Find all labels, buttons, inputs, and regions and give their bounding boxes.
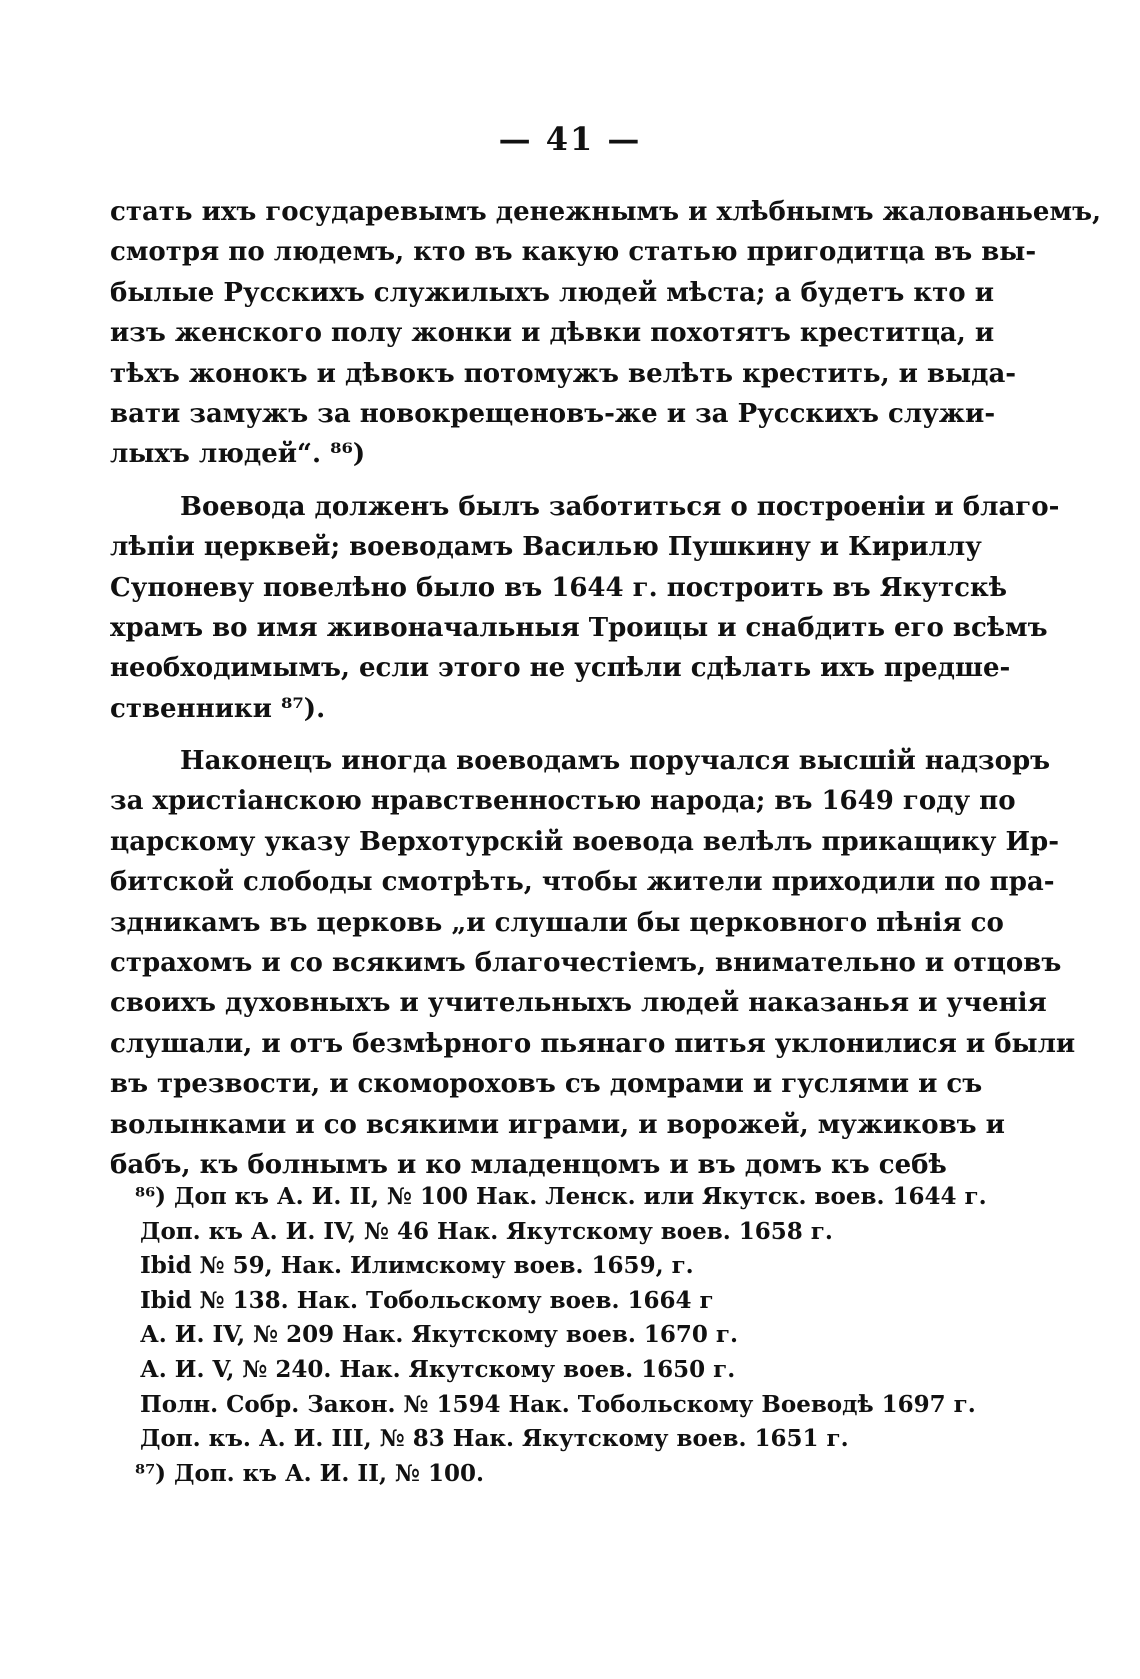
- text-line: здникамъ въ церковь „и слушали бы церковного пѣнія со: [110, 907, 1004, 938]
- footnote-line: А. И. V, № 240. Нак. Якутскому воев. 1650 г.: [140, 1355, 736, 1383]
- page-number: — 41 —: [498, 120, 642, 158]
- text-line: битской слободы смотрѣть, чтобы жители приходили по пра-: [110, 867, 1055, 898]
- text-line: былые Русскихъ служилыхъ людей мѣста; а будетъ кто и: [110, 277, 994, 308]
- text-line: стать ихъ государевымъ денежнымъ и хлѣбнымъ жалованьемъ,: [110, 197, 1102, 227]
- footnote-line: А. И. IV, № 209 Нак. Якутскому воев. 1670 г.: [140, 1321, 738, 1349]
- text-line: вати замужъ за новокрещеновъ-же и за Русскихъ служи-: [110, 398, 996, 429]
- text-line: волынками и со всякими играми, и ворожей, мужиковъ и: [110, 1109, 1005, 1140]
- text-line: лѣпіи церквей; воеводамъ Василью Пушкину и Кириллу: [110, 532, 982, 563]
- text-line: слушали, и отъ безмѣрного пьянаго питья уклонилися и были: [110, 1028, 1076, 1059]
- main-text: [110, 192, 1102, 1185]
- footnote-line: ⁸⁶) Доп къ А. И. II, № 100 Нак. Ленск. или Якутск. воев. 1644 г.: [135, 1183, 987, 1210]
- footnotes: [135, 1180, 987, 1491]
- text-line: смотря по людемъ, кто въ какую статью пригодитца въ вы-: [110, 237, 1037, 268]
- text-line: бабъ, къ болнымъ и ко младенцомъ и въ домъ къ себѣ: [110, 1149, 947, 1180]
- text-line: страхомъ и со всякимъ благочестіемъ, внимательно и отцовъ: [110, 948, 1062, 979]
- footnote-line: Доп. къ А. И. IV, № 46 Нак. Якутскому воев. 1658 г.: [140, 1217, 833, 1245]
- footnote-line: ⁸⁷) Доп. къ А. И. II, № 100.: [135, 1459, 484, 1487]
- text-line: изъ женского полу жонки и дѣвки похотятъ креститца, и: [110, 318, 995, 349]
- text-line: царскому указу Верхотурскій воевода велѣлъ прикащику Ир-: [110, 826, 1059, 857]
- text-line: Наконецъ иногда воеводамъ поручался высшій надзоръ: [180, 746, 1051, 777]
- text-line: тѣхъ жонокъ и дѣвокъ потомужъ велѣть крестить, и выда-: [110, 358, 1017, 389]
- text-line: въ трезвости, и скомороховъ съ домрами и гуслями и съ: [110, 1069, 983, 1100]
- text-line: ственники ⁸⁷).: [110, 693, 326, 724]
- footnote-line: Полн. Собр. Закон. № 1594 Нак. Тобольскому Воеводѣ 1697 г.: [140, 1390, 976, 1418]
- text-line: лыхъ людей“. ⁸⁶): [110, 439, 366, 470]
- text-line: Супоневу повелѣно было въ 1644 г. построить въ Якутскѣ: [110, 572, 1008, 603]
- footnote-line: Ibid № 138. Нак. Тобольскому воев. 1664 г: [140, 1286, 714, 1314]
- text-line: необходимымъ, если этого не успѣли сдѣлать ихъ предше-: [110, 653, 1011, 684]
- footnote-line: Доп. къ. А. И. III, № 83 Нак. Якутскому воев. 1651 г.: [140, 1425, 849, 1453]
- text-line: своихъ духовныхъ и учительныхъ людей наказанья и ученія: [110, 988, 1047, 1019]
- text-line: храмъ во имя живоначальныя Троицы и снабдить его всѣмъ: [110, 612, 1048, 643]
- text-line: за христіанскою нравственностью народа; въ 1649 году по: [110, 786, 1016, 817]
- text-line: Воевода долженъ былъ заботиться о построеніи и благо-: [180, 491, 1060, 522]
- footnote-line: Ibid № 59, Нак. Илимскому воев. 1659, г.: [140, 1252, 694, 1280]
